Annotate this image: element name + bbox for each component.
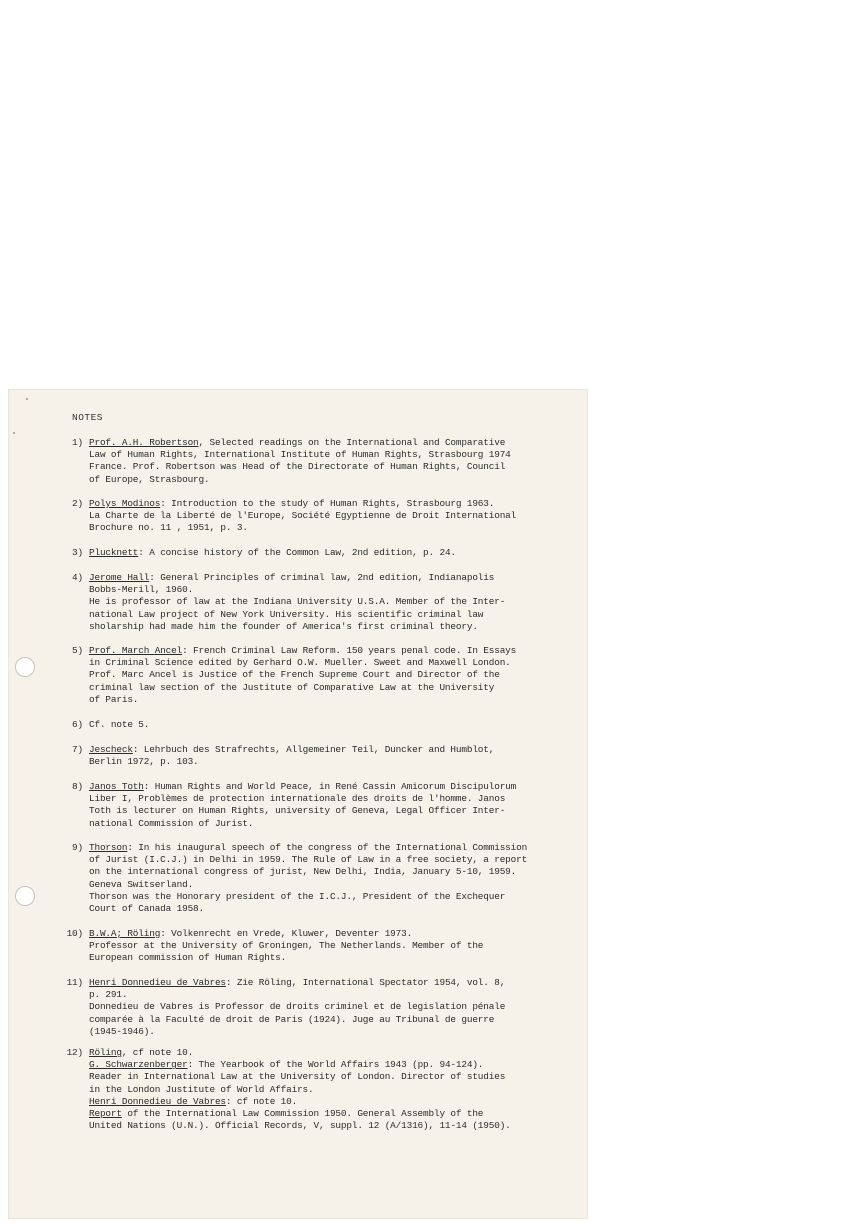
note-text: Professor at the University of Groningen, The Netherlands. Member of the <box>89 940 484 952</box>
note-number: 8) <box>72 781 83 792</box>
note-author: Prof. March Ancel <box>89 645 183 656</box>
note-author: Jescheck <box>89 744 133 755</box>
note-line <box>89 584 584 596</box>
note-text: in the London Justitute of World Affairs. <box>89 1083 314 1095</box>
note-text: Liber I, Problèmes de protection internationale des droits de l'homme. Janos <box>89 793 506 805</box>
note-text: Donnedieu de Vabres is Professor de droits criminel et de legislation pénale <box>89 1001 506 1013</box>
speck <box>26 398 28 400</box>
note-text: : French Criminal Law Reform. 150 years penal code. In Essays <box>182 645 517 656</box>
note-text: La Charte de la Liberté de l'Europe, Société Egyptienne de Droit International <box>89 510 517 522</box>
note-text: Thorson was the Honorary president of the I.C.J., President of the Exchequer <box>89 890 506 902</box>
note-author: Jerome Hall <box>89 572 150 583</box>
note-number: 6) <box>72 719 83 730</box>
note-line <box>89 474 584 486</box>
note-text: : Lehrbuch des Strafrechts, Allgemeiner Teil, Duncker and Humblot, <box>132 744 495 755</box>
note-text: United Nations (U.N.). Official Records, V, suppl. 12 (A/1316), 11-14 (1950). <box>89 1120 511 1132</box>
note-text: , Selected readings on the International and Comparative <box>198 437 506 448</box>
note-line <box>89 719 584 731</box>
note-text: : cf note 10. <box>225 1095 298 1107</box>
note-line <box>89 1084 584 1096</box>
note-author: Henri Donnedieu de Vabres <box>89 1095 226 1107</box>
note-text: Bobbs-Merill, 1960. <box>89 584 194 596</box>
note-number: 1) <box>72 437 83 448</box>
note-line <box>89 756 584 768</box>
note-line <box>89 682 584 694</box>
note-body <box>89 437 584 486</box>
note-line <box>89 744 584 756</box>
note-author: B.W.A; Röling <box>89 928 161 939</box>
note-line <box>89 891 584 903</box>
note-author: Henri Donnedieu de Vabres <box>89 977 226 988</box>
note-body <box>89 547 584 559</box>
note-line <box>89 669 584 681</box>
note-author: G. Schwarzenberger <box>89 1059 188 1071</box>
note-line <box>89 547 584 559</box>
note-author: Report <box>89 1108 122 1120</box>
note-line <box>89 866 584 878</box>
note-line <box>89 449 584 461</box>
note-number: 12) <box>66 1047 83 1058</box>
note-text: , cf note 10. <box>121 1047 194 1058</box>
note-line <box>89 1120 584 1132</box>
note-text: national Law project of New York University. His scientific criminal law <box>89 608 484 620</box>
note-body <box>89 498 584 535</box>
note-text: of Europe, Strasbourg. <box>89 473 210 485</box>
note-text: Toth is lecturer on Human Rights, university of Geneva, Legal Officer Inter- <box>89 805 506 817</box>
note-line <box>89 461 584 473</box>
note-text: : Human Rights and World Peace, in René Cassin Amicorum Discipulorum <box>143 781 517 792</box>
note-text: : General Principles of criminal law, 2nd edition, Indianapolis <box>149 572 495 583</box>
note-author: Plucknett <box>89 547 139 558</box>
note-line <box>89 498 584 510</box>
note-line <box>89 1071 584 1083</box>
note-line <box>89 989 584 1001</box>
note-body <box>89 781 584 830</box>
note-line <box>89 903 584 915</box>
note-text: Geneva Switserland. <box>89 878 194 890</box>
note-text: p. 291. <box>89 989 128 1001</box>
note-line <box>89 928 584 940</box>
speck <box>13 432 15 434</box>
note-number: 5) <box>72 645 83 656</box>
note-line <box>89 522 584 534</box>
note-line <box>89 1001 584 1013</box>
note-number: 2) <box>72 498 83 509</box>
note-body <box>89 1047 584 1132</box>
note-line <box>89 621 584 633</box>
note-number: 7) <box>72 744 83 755</box>
note-line <box>89 842 584 854</box>
note-text: Reader in International Law at the University of London. Director of studies <box>89 1071 506 1083</box>
note-line <box>89 657 584 669</box>
note-line <box>89 793 584 805</box>
note-text: France. Prof. Robertson was Head of the Directorate of Human Rights, Council <box>89 461 506 473</box>
note-body <box>89 842 584 915</box>
notes-title: NOTES <box>72 412 104 423</box>
note-text: Prof. Marc Ancel is Justice of the French Supreme Court and Director of the <box>89 669 500 681</box>
note-line <box>89 1059 584 1071</box>
note-text: : Zie Röling, International Spectator 1954, vol. 8, <box>225 977 506 988</box>
note-text: criminal law section of the Justitute of Comparative Law at the University <box>89 681 495 693</box>
note-line <box>89 854 584 866</box>
note-text: of the International Law Commission 1950. General Assembly of the <box>121 1108 484 1120</box>
note-line <box>89 977 584 989</box>
note-body <box>89 719 584 731</box>
note-text: : The Yearbook of the World Affairs 1943 (pp. 94-124). <box>187 1059 484 1071</box>
note-body <box>89 977 584 1038</box>
note-body <box>89 928 584 965</box>
note-line <box>89 1096 584 1108</box>
note-text: of Jurist (I.C.J.) in Delhi in 1959. The Rule of Law in a free society, a report <box>89 854 528 866</box>
note-text: Law of Human Rights, International Institute of Human Rights, Strasbourg 1974 <box>89 449 511 461</box>
note-text: : In his inaugural speech of the congress of the International Commission <box>127 842 528 853</box>
note-line <box>89 952 584 964</box>
note-number: 4) <box>72 572 83 583</box>
note-text: on the international congress of jurist, New Delhi, India, January 5-10, 1959. <box>89 866 517 878</box>
note-number: 11) <box>66 977 83 988</box>
note-line <box>89 596 584 608</box>
punch-hole-bottom <box>15 886 35 906</box>
note-author: Röling <box>89 1047 122 1058</box>
note-line <box>89 1047 584 1059</box>
note-text: Berlin 1972, p. 103. <box>89 756 199 768</box>
note-line <box>89 805 584 817</box>
note-text: in Criminal Science edited by Gerhard O.W. Mueller. Sweet and Maxwell London. <box>89 657 511 669</box>
note-text: : A concise history of the Common Law, 2nd edition, p. 24. <box>138 547 456 558</box>
note-author: Janos Toth <box>89 781 144 792</box>
note-body <box>89 744 584 768</box>
note-body <box>89 645 584 706</box>
note-text: : Volkenrecht en Vrede, Kluwer, Deventer 1973. <box>160 928 413 939</box>
note-line <box>89 609 584 621</box>
note-text: Cf. note 5. <box>89 719 150 730</box>
note-body <box>89 572 584 633</box>
note-author: Polys Modinos <box>89 498 161 509</box>
note-text: He is professor of law at the Indiana University U.S.A. Member of the Inter- <box>89 596 506 608</box>
note-number: 3) <box>72 547 83 558</box>
note-line <box>89 781 584 793</box>
note-author: Prof. A.H. Robertson <box>89 437 199 448</box>
note-number: 9) <box>72 842 83 853</box>
note-text: comparée à la Faculté de droit de Paris (1924). Juge au Tribunal de guerre <box>89 1013 495 1025</box>
note-line <box>89 645 584 657</box>
note-line <box>89 572 584 584</box>
note-line <box>89 940 584 952</box>
note-line <box>89 437 584 449</box>
note-text: : Introduction to the study of Human Rights, Strasbourg 1963. <box>160 498 495 509</box>
note-author: Thorson <box>89 842 128 853</box>
note-line <box>89 1026 584 1038</box>
note-line <box>89 1108 584 1120</box>
punch-hole-top <box>15 657 35 677</box>
note-line <box>89 1014 584 1026</box>
note-text: sholarship had made him the founder of America's first criminal theory. <box>89 620 478 632</box>
note-line <box>89 879 584 891</box>
note-text: Brochure no. 11 , 1951, p. 3. <box>89 522 248 534</box>
note-text: Court of Canada 1958. <box>89 903 204 915</box>
note-line <box>89 818 584 830</box>
note-text: of Paris. <box>89 693 139 705</box>
note-text: (1945-1946). <box>89 1025 155 1037</box>
note-text: national Commission of Jurist. <box>89 817 254 829</box>
note-line <box>89 510 584 522</box>
note-text: European commission of Human Rights. <box>89 952 287 964</box>
note-number: 10) <box>66 928 83 939</box>
note-line <box>89 694 584 706</box>
